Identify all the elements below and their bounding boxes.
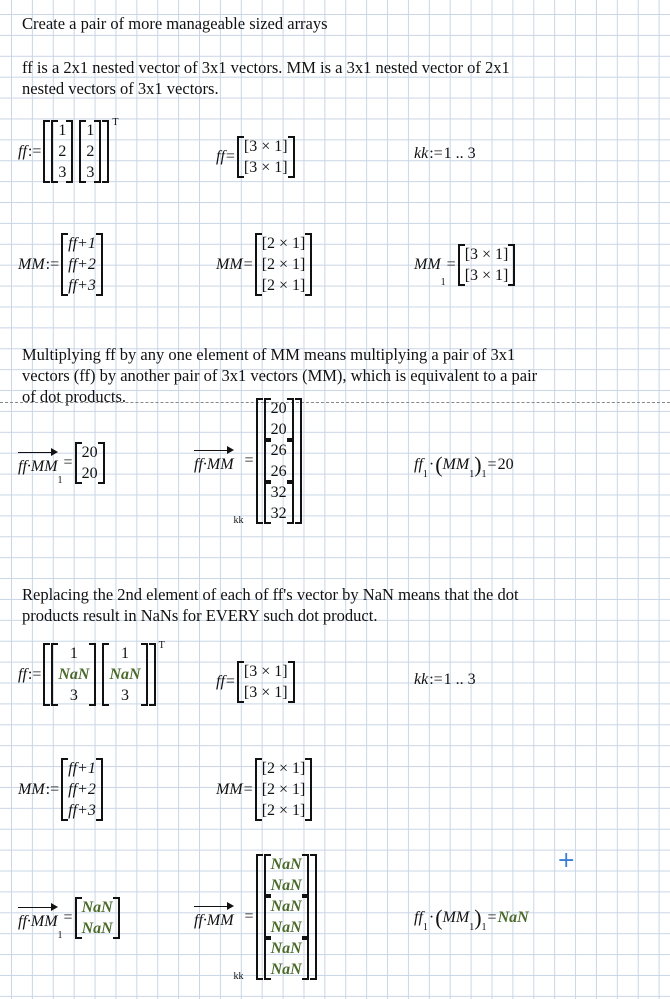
matrix-cell: NaN: [81, 899, 113, 916]
ff-variable: ff: [18, 142, 27, 160]
MM1-dims-matrix: [458, 244, 516, 286]
assign-operator: :=: [429, 145, 443, 162]
ff-vector-1: [51, 643, 96, 706]
ff-outer-matrix: [43, 120, 109, 183]
vectorized-product-nan-1[interactable]: [18, 897, 121, 939]
description-text: [22, 57, 510, 99]
transpose-mark: T: [112, 117, 119, 128]
matrix-cell: 20: [270, 400, 287, 417]
vectorized-product-nan-kk[interactable]: [194, 854, 318, 980]
matrix-cell: NaN: [270, 940, 302, 957]
matrix-cell: [3 × 1]: [464, 267, 509, 284]
matrix-cell: 2: [86, 143, 95, 160]
ff-variable: ff: [216, 148, 225, 165]
MM-result[interactable]: [216, 233, 313, 296]
ff-variable: ff: [414, 456, 423, 473]
product-expression: ff·MM: [194, 912, 234, 929]
assign-operator: :=: [45, 255, 60, 273]
matrix-cell: NaN: [270, 877, 302, 894]
region-divider: [0, 402, 670, 403]
MM-variable: MM: [442, 909, 470, 926]
assign-operator: :=: [429, 671, 443, 688]
ff-vector-2: [102, 643, 147, 706]
matrix-cell: ff+3: [68, 802, 96, 819]
matrix-cell: 1: [69, 645, 78, 662]
dot-result: 20: [497, 456, 514, 473]
section-heading: Create a pair of more manageable sized arrays: [22, 14, 328, 33]
matrix-cell: 3: [86, 164, 95, 181]
matrix-cell: [3 × 1]: [243, 159, 288, 176]
ff-variable: ff: [18, 665, 27, 683]
dot-product-nan[interactable]: [414, 905, 529, 931]
matrix-cell: NaN: [270, 961, 302, 978]
dot-operator: ·: [428, 456, 435, 473]
MM-variable: MM: [216, 255, 243, 273]
product-expression: ff·MM: [18, 458, 58, 475]
ff-dims-matrix: [237, 661, 295, 703]
equals-operator: =: [487, 909, 497, 926]
matrix-cell: NaN: [81, 920, 113, 937]
matrix-cell: [3 × 1]: [243, 684, 288, 701]
vectorize-arrow: [194, 448, 234, 474]
matrix-cell: [2 × 1]: [261, 277, 306, 294]
text-line: Replacing the 2nd element of each of ff's vector by NaN means that the dot: [22, 585, 519, 604]
subscript: kk: [233, 971, 244, 982]
kk-range-definition-2[interactable]: [414, 671, 476, 689]
description-line: nested vectors of 3x1 vectors.: [22, 79, 219, 98]
nested-vector: [264, 896, 309, 938]
MM-definition[interactable]: [18, 233, 104, 296]
equals-operator: =: [446, 256, 456, 273]
matrix-cell: NaN: [270, 898, 302, 915]
matrix-cell: NaN: [270, 856, 302, 873]
matrix-cell: ff+3: [68, 277, 96, 294]
matrix-cell: ff+2: [68, 781, 96, 798]
equals-operator: =: [225, 148, 235, 165]
text-line: vectors (ff) by another pair of 3x1 vectors (MM), which is equivalent to a pair: [22, 366, 538, 385]
matrix-cell: 20: [81, 465, 98, 482]
nested-vector: [264, 938, 309, 980]
MM-matrix: [61, 758, 103, 821]
vectorize-arrow: [194, 904, 234, 930]
MM-variable: MM: [414, 256, 441, 273]
subscript: 1: [469, 922, 475, 933]
matrix-cell: ff+1: [68, 235, 96, 252]
matrix-cell: 2: [58, 143, 67, 160]
nested-vector: [264, 482, 294, 524]
subscript: 1: [422, 469, 428, 480]
MM-result-2[interactable]: [216, 758, 313, 821]
matrix-cell: [3 × 1]: [243, 138, 288, 155]
range-value: 1 .. 3: [443, 145, 476, 162]
MM-matrix: [61, 233, 103, 296]
nested-vector: [264, 398, 294, 440]
text-line: products result in NaNs for EVERY such dot product.: [22, 606, 378, 625]
matrix-cell: 26: [270, 463, 287, 480]
matrix-cell: 3: [58, 164, 67, 181]
crosshair-cursor-icon: +: [557, 848, 576, 873]
ff-result-2[interactable]: [216, 661, 296, 703]
ff-variable: ff: [414, 909, 423, 926]
subscript: 1: [57, 475, 63, 486]
result-matrix: [75, 897, 120, 939]
subscript: kk: [233, 515, 244, 526]
MM-dims-matrix: [255, 758, 313, 821]
MM-variable: MM: [18, 780, 45, 798]
MM-dims-matrix: [255, 233, 313, 296]
matrix-cell: NaN: [109, 666, 141, 683]
range-value: 1 .. 3: [443, 671, 476, 688]
equals-operator: =: [225, 673, 235, 690]
assign-operator: :=: [27, 142, 42, 160]
MM-variable: MM: [442, 456, 470, 473]
nested-result-matrix: [256, 854, 317, 980]
assign-operator: :=: [27, 665, 42, 683]
MM-variable: MM: [18, 255, 45, 273]
matrix-cell: 32: [270, 484, 287, 501]
vectorized-product-1[interactable]: [18, 442, 106, 484]
matrix-cell: 20: [81, 444, 98, 461]
text-line: Multiplying ff by any one element of MM means multiplying a pair of 3x1: [22, 345, 516, 364]
kk-range-definition[interactable]: [414, 145, 476, 163]
ff-dims-matrix: [237, 136, 295, 178]
matrix-cell: [2 × 1]: [261, 760, 306, 777]
subscript: 1: [481, 469, 487, 480]
matrix-cell: 26: [270, 442, 287, 459]
paren-close: ): [474, 905, 482, 930]
ff-vector-2: [79, 120, 101, 183]
nested-result-matrix: [256, 398, 302, 524]
matrix-cell: [2 × 1]: [261, 235, 306, 252]
assign-operator: :=: [45, 780, 60, 798]
matrix-cell: NaN: [58, 666, 90, 683]
product-expression: ff·MM: [194, 456, 234, 473]
ff-variable: ff: [216, 673, 225, 690]
matrix-cell: [2 × 1]: [261, 781, 306, 798]
equals-operator: =: [63, 909, 73, 926]
matrix-cell: NaN: [270, 919, 302, 936]
result-matrix: [75, 442, 105, 484]
paren-close: ): [474, 452, 482, 477]
vectorize-arrow: [18, 905, 58, 931]
equals-operator: =: [243, 780, 253, 798]
replacing-text: [22, 584, 519, 626]
equals-operator: =: [244, 908, 254, 925]
ff-result[interactable]: [216, 136, 296, 178]
vectorized-product-kk[interactable]: [194, 398, 303, 524]
matrix-cell: 1: [121, 645, 130, 662]
MM-definition-2[interactable]: [18, 758, 104, 821]
matrix-cell: ff+2: [68, 256, 96, 273]
ff-inner-row: [50, 643, 148, 706]
equals-operator: =: [63, 454, 73, 471]
MM1-result[interactable]: [414, 244, 516, 286]
kk-variable: kk: [414, 145, 429, 162]
nested-vector: [264, 440, 294, 482]
subscript: 1: [481, 922, 487, 933]
ff-definition[interactable]: [18, 117, 119, 183]
matrix-cell: 20: [270, 421, 287, 438]
matrix-cell: [3 × 1]: [243, 663, 288, 680]
matrix-cell: 3: [121, 687, 130, 704]
matrix-cell: 3: [69, 687, 78, 704]
paren-open: (: [435, 452, 443, 477]
matrix-cell: 32: [270, 505, 287, 522]
ff-vector-1: [51, 120, 73, 183]
ff-nan-definition[interactable]: [18, 640, 165, 706]
subscript: 1: [440, 277, 446, 288]
ff-inner-row: [50, 120, 102, 183]
equals-operator: =: [243, 255, 253, 273]
text-line: of dot products.: [22, 387, 127, 406]
kk-variable: kk: [414, 671, 429, 688]
product-expression: ff·MM: [18, 913, 58, 930]
dot-operator: ·: [428, 909, 435, 926]
matrix-cell: [3 × 1]: [464, 246, 509, 263]
nested-vector: [264, 854, 309, 896]
matrix-cell: [2 × 1]: [261, 802, 306, 819]
subscript: 1: [422, 922, 428, 933]
ff-outer-matrix: [43, 643, 155, 706]
equals-operator: =: [244, 452, 254, 469]
matrix-cell: [2 × 1]: [261, 256, 306, 273]
matrix-cell: 1: [58, 122, 67, 139]
dot-product-1[interactable]: [414, 452, 514, 478]
description-line: ff is a 2x1 nested vector of 3x1 vectors. MM is a 3x1 nested vector of 2x1: [22, 58, 510, 77]
equals-operator: =: [487, 456, 497, 473]
dot-result: NaN: [497, 909, 529, 926]
matrix-cell: ff+1: [68, 760, 96, 777]
MM-variable: MM: [216, 780, 243, 798]
matrix-cell: 1: [86, 122, 95, 139]
paren-open: (: [435, 905, 443, 930]
subscript: 1: [57, 930, 63, 941]
transpose-mark: T: [158, 640, 165, 651]
subscript: 1: [469, 469, 475, 480]
vectorize-arrow: [18, 450, 58, 476]
